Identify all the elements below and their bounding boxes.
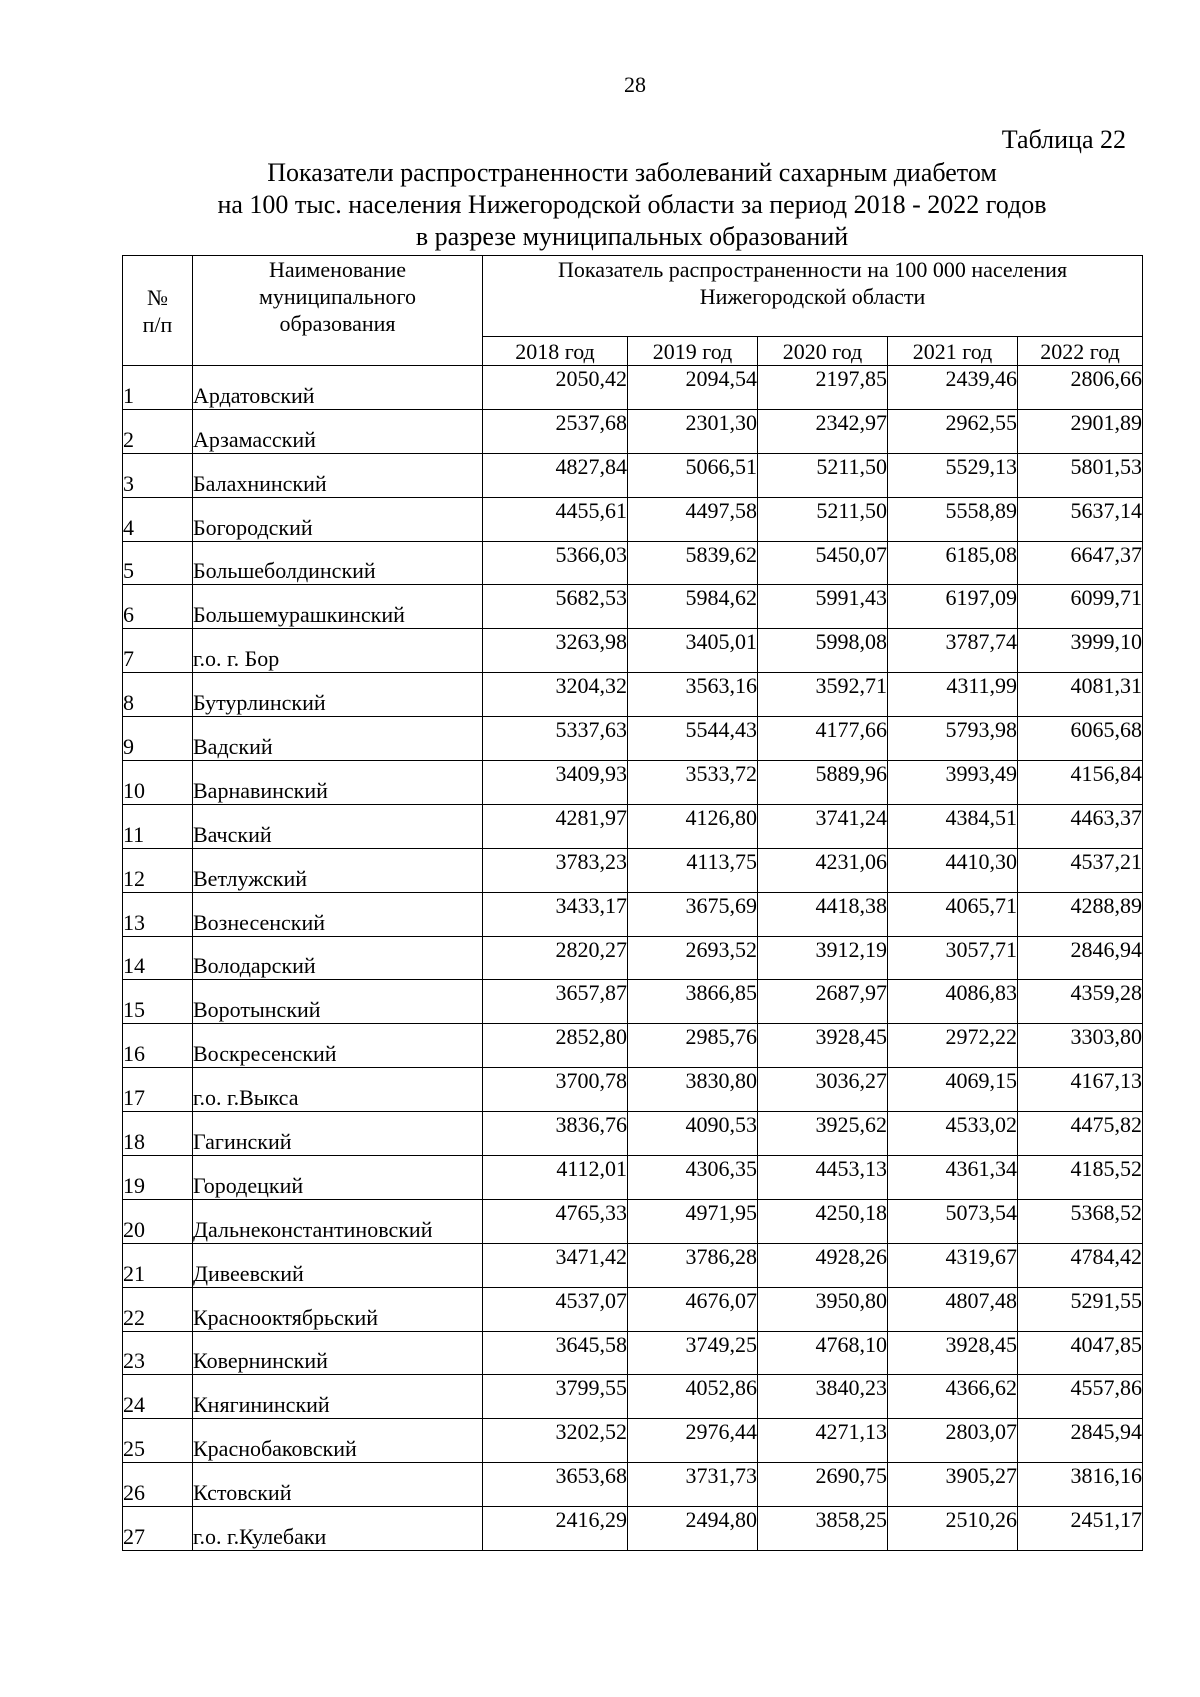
table-row (123, 717, 1143, 761)
value-2020: 4418,38 (758, 892, 888, 936)
value-2018: 5366,03 (483, 541, 628, 585)
header-year-2020: 2020 год (758, 337, 888, 366)
value-2022: 2806,66 (1018, 366, 1143, 410)
value-2020: 3036,27 (758, 1068, 888, 1112)
value-2022: 2901,89 (1018, 409, 1143, 453)
municipality-name: Арзамасский (193, 409, 483, 453)
header-year-2018: 2018 год (483, 337, 628, 366)
table-row (123, 1375, 1143, 1419)
prevalence-table (122, 255, 1143, 1551)
table-row (123, 1331, 1143, 1375)
value-2020: 2342,97 (758, 409, 888, 453)
value-2018: 3836,76 (483, 1112, 628, 1156)
value-2018: 2852,80 (483, 1024, 628, 1068)
value-2022: 6647,37 (1018, 541, 1143, 585)
municipality-name: г.о. г.Кулебаки (193, 1507, 483, 1551)
value-2020: 3925,62 (758, 1112, 888, 1156)
value-2020: 5450,07 (758, 541, 888, 585)
municipality-name: г.о. г. Бор (193, 629, 483, 673)
value-2019: 2494,80 (628, 1507, 758, 1551)
header-municipality-line: образования (279, 311, 396, 336)
municipality-name: Краснобаковский (193, 1419, 483, 1463)
municipality-name: Ветлужский (193, 848, 483, 892)
value-2022: 2451,17 (1018, 1507, 1143, 1551)
value-2018: 3653,68 (483, 1463, 628, 1507)
value-2020: 2687,97 (758, 980, 888, 1024)
header-number (123, 256, 193, 366)
value-2019: 4113,75 (628, 848, 758, 892)
value-2018: 5682,53 (483, 585, 628, 629)
municipality-name: Воскресенский (193, 1024, 483, 1068)
value-2018: 3657,87 (483, 980, 628, 1024)
value-2021: 4069,15 (888, 1068, 1018, 1112)
value-2021: 6197,09 (888, 585, 1018, 629)
value-2018: 4827,84 (483, 453, 628, 497)
value-2019: 4497,58 (628, 497, 758, 541)
value-2018: 3409,93 (483, 761, 628, 805)
value-2018: 3799,55 (483, 1375, 628, 1419)
table-title (122, 157, 1142, 253)
municipality-name: Балахнинский (193, 453, 483, 497)
value-2022: 4463,37 (1018, 804, 1143, 848)
value-2021: 2439,46 (888, 366, 1018, 410)
value-2022: 4359,28 (1018, 980, 1143, 1024)
value-2018: 3783,23 (483, 848, 628, 892)
value-2021: 4410,30 (888, 848, 1018, 892)
value-2021: 6185,08 (888, 541, 1018, 585)
municipality-name: г.о. г.Выкса (193, 1068, 483, 1112)
row-number: 7 (123, 629, 193, 673)
row-number: 20 (123, 1199, 193, 1243)
value-2020: 3592,71 (758, 673, 888, 717)
municipality-name: Краснооктябрьский (193, 1287, 483, 1331)
table-row (123, 1419, 1143, 1463)
table-row (123, 1024, 1143, 1068)
header-year-2019: 2019 год (628, 337, 758, 366)
table-row (123, 804, 1143, 848)
value-2019: 2301,30 (628, 409, 758, 453)
table-row (123, 629, 1143, 673)
value-2020: 4453,13 (758, 1156, 888, 1200)
value-2022: 2845,94 (1018, 1419, 1143, 1463)
value-2021: 3928,45 (888, 1331, 1018, 1375)
value-2019: 2693,52 (628, 936, 758, 980)
value-2018: 5337,63 (483, 717, 628, 761)
value-2021: 4361,34 (888, 1156, 1018, 1200)
value-2020: 5211,50 (758, 497, 888, 541)
value-2018: 3263,98 (483, 629, 628, 673)
value-2021: 2962,55 (888, 409, 1018, 453)
row-number: 2 (123, 409, 193, 453)
row-number: 1 (123, 366, 193, 410)
value-2020: 4177,66 (758, 717, 888, 761)
row-number: 16 (123, 1024, 193, 1068)
table-row (123, 980, 1143, 1024)
table-row (123, 1287, 1143, 1331)
row-number: 3 (123, 453, 193, 497)
value-2022: 6099,71 (1018, 585, 1143, 629)
value-2020: 3950,80 (758, 1287, 888, 1331)
header-indicator-line: Показатель распространенности на 100 000 населения (557, 257, 1068, 282)
municipality-name: Ардатовский (193, 366, 483, 410)
value-2020: 3912,19 (758, 936, 888, 980)
value-2022: 4557,86 (1018, 1375, 1143, 1419)
value-2018: 2416,29 (483, 1507, 628, 1551)
table-row (123, 585, 1143, 629)
header-number-symbol: № (147, 284, 168, 310)
value-2019: 5544,43 (628, 717, 758, 761)
row-number: 8 (123, 673, 193, 717)
value-2022: 5637,14 (1018, 497, 1143, 541)
municipality-name: Вадский (193, 717, 483, 761)
value-2022: 4081,31 (1018, 673, 1143, 717)
value-2019: 3866,85 (628, 980, 758, 1024)
value-2021: 2972,22 (888, 1024, 1018, 1068)
value-2019: 2985,76 (628, 1024, 758, 1068)
table-label: Таблица 22 (1001, 125, 1126, 154)
value-2018: 2820,27 (483, 936, 628, 980)
value-2022: 6065,68 (1018, 717, 1143, 761)
value-2018: 2050,42 (483, 366, 628, 410)
table-row (123, 497, 1143, 541)
value-2021: 3787,74 (888, 629, 1018, 673)
value-2022: 4047,85 (1018, 1331, 1143, 1375)
value-2020: 3858,25 (758, 1507, 888, 1551)
table-title-line: в разрезе муниципальных образований (415, 222, 849, 251)
value-2021: 4366,62 (888, 1375, 1018, 1419)
table-row (123, 1068, 1143, 1112)
municipality-name: Воротынский (193, 980, 483, 1024)
value-2021: 4086,83 (888, 980, 1018, 1024)
value-2019: 4971,95 (628, 1199, 758, 1243)
municipality-name: Богородский (193, 497, 483, 541)
municipality-name: Гагинский (193, 1112, 483, 1156)
value-2018: 4112,01 (483, 1156, 628, 1200)
value-2018: 4537,07 (483, 1287, 628, 1331)
value-2018: 4455,61 (483, 497, 628, 541)
value-2020: 4271,13 (758, 1419, 888, 1463)
value-2019: 3675,69 (628, 892, 758, 936)
value-2018: 3700,78 (483, 1068, 628, 1112)
table-row (123, 673, 1143, 717)
value-2019: 2094,54 (628, 366, 758, 410)
row-number: 10 (123, 761, 193, 805)
value-2019: 3786,28 (628, 1243, 758, 1287)
value-2020: 3840,23 (758, 1375, 888, 1419)
municipality-name: Варнавинский (193, 761, 483, 805)
row-number: 23 (123, 1331, 193, 1375)
value-2018: 3645,58 (483, 1331, 628, 1375)
value-2020: 2690,75 (758, 1463, 888, 1507)
value-2018: 4281,97 (483, 804, 628, 848)
value-2021: 3905,27 (888, 1463, 1018, 1507)
value-2021: 4065,71 (888, 892, 1018, 936)
municipality-name: Княгининский (193, 1375, 483, 1419)
table-row (123, 848, 1143, 892)
value-2021: 3057,71 (888, 936, 1018, 980)
value-2018: 3204,32 (483, 673, 628, 717)
value-2019: 3830,80 (628, 1068, 758, 1112)
municipality-name: Дивеевский (193, 1243, 483, 1287)
value-2022: 3999,10 (1018, 629, 1143, 673)
row-number: 17 (123, 1068, 193, 1112)
row-number: 22 (123, 1287, 193, 1331)
municipality-name: Ковернинский (193, 1331, 483, 1375)
value-2018: 2537,68 (483, 409, 628, 453)
value-2018: 3202,52 (483, 1419, 628, 1463)
value-2019: 3563,16 (628, 673, 758, 717)
value-2019: 4090,53 (628, 1112, 758, 1156)
value-2021: 5073,54 (888, 1199, 1018, 1243)
value-2022: 4185,52 (1018, 1156, 1143, 1200)
value-2021: 4319,67 (888, 1243, 1018, 1287)
value-2021: 4807,48 (888, 1287, 1018, 1331)
value-2022: 4537,21 (1018, 848, 1143, 892)
value-2021: 5793,98 (888, 717, 1018, 761)
table-title-line: на 100 тыс. населения Нижегородской области за период 2018 - 2022 годов (217, 190, 1047, 219)
value-2022: 5368,52 (1018, 1199, 1143, 1243)
value-2022: 3303,80 (1018, 1024, 1143, 1068)
value-2019: 5984,62 (628, 585, 758, 629)
row-number: 13 (123, 892, 193, 936)
value-2019: 3405,01 (628, 629, 758, 673)
table-row (123, 1112, 1143, 1156)
value-2020: 5211,50 (758, 453, 888, 497)
row-number: 19 (123, 1156, 193, 1200)
table-row (123, 1243, 1143, 1287)
table-row (123, 1199, 1143, 1243)
municipality-name: Дальнеконстантиновский (193, 1199, 483, 1243)
table-row (123, 366, 1143, 410)
value-2020: 4768,10 (758, 1331, 888, 1375)
row-number: 4 (123, 497, 193, 541)
value-2019: 5066,51 (628, 453, 758, 497)
table-row (123, 409, 1143, 453)
value-2022: 4288,89 (1018, 892, 1143, 936)
value-2020: 4231,06 (758, 848, 888, 892)
header-municipality (193, 256, 483, 366)
value-2019: 4126,80 (628, 804, 758, 848)
value-2022: 4784,42 (1018, 1243, 1143, 1287)
municipality-name: Бутурлинский (193, 673, 483, 717)
page-number: 28 (624, 72, 646, 97)
table-row (123, 892, 1143, 936)
value-2022: 3816,16 (1018, 1463, 1143, 1507)
table-row (123, 1156, 1143, 1200)
header-municipality-line: Наименование (268, 257, 407, 282)
value-2019: 4052,86 (628, 1375, 758, 1419)
row-number: 24 (123, 1375, 193, 1419)
value-2018: 3471,42 (483, 1243, 628, 1287)
value-2019: 3731,73 (628, 1463, 758, 1507)
row-number: 11 (123, 804, 193, 848)
row-number: 9 (123, 717, 193, 761)
value-2019: 5839,62 (628, 541, 758, 585)
header-number-abbr: п/п (142, 311, 173, 337)
value-2019: 2976,44 (628, 1419, 758, 1463)
value-2018: 4765,33 (483, 1199, 628, 1243)
table-row (123, 541, 1143, 585)
value-2021: 2510,26 (888, 1507, 1018, 1551)
value-2021: 5558,89 (888, 497, 1018, 541)
row-number: 5 (123, 541, 193, 585)
value-2020: 4928,26 (758, 1243, 888, 1287)
table-row (123, 936, 1143, 980)
value-2020: 3928,45 (758, 1024, 888, 1068)
value-2019: 3749,25 (628, 1331, 758, 1375)
value-2020: 5889,96 (758, 761, 888, 805)
value-2018: 3433,17 (483, 892, 628, 936)
value-2019: 3533,72 (628, 761, 758, 805)
row-number: 14 (123, 936, 193, 980)
table-row (123, 1507, 1143, 1551)
value-2020: 5991,43 (758, 585, 888, 629)
value-2021: 5529,13 (888, 453, 1018, 497)
value-2019: 4676,07 (628, 1287, 758, 1331)
header-year-2022: 2022 год (1018, 337, 1143, 366)
value-2022: 5801,53 (1018, 453, 1143, 497)
value-2022: 4156,84 (1018, 761, 1143, 805)
value-2022: 4475,82 (1018, 1112, 1143, 1156)
value-2022: 2846,94 (1018, 936, 1143, 980)
municipality-name: Вачский (193, 804, 483, 848)
municipality-name: Большемурашкинский (193, 585, 483, 629)
table-title-line: Показатели распространенности заболеваний сахарным диабетом (267, 158, 997, 187)
value-2020: 4250,18 (758, 1199, 888, 1243)
municipality-name: Володарский (193, 936, 483, 980)
header-municipality-line: муниципального (258, 284, 416, 309)
value-2021: 4533,02 (888, 1112, 1018, 1156)
value-2021: 2803,07 (888, 1419, 1018, 1463)
row-number: 6 (123, 585, 193, 629)
table-body (123, 366, 1143, 1551)
value-2020: 5998,08 (758, 629, 888, 673)
value-2022: 5291,55 (1018, 1287, 1143, 1331)
table-row (123, 453, 1143, 497)
row-number: 26 (123, 1463, 193, 1507)
value-2021: 4311,99 (888, 673, 1018, 717)
header-indicator-line: Нижегородской области (699, 284, 926, 309)
value-2021: 4384,51 (888, 804, 1018, 848)
row-number: 27 (123, 1507, 193, 1551)
row-number: 18 (123, 1112, 193, 1156)
value-2020: 2197,85 (758, 366, 888, 410)
header-year-2021: 2021 год (888, 337, 1018, 366)
row-number: 25 (123, 1419, 193, 1463)
municipality-name: Вознесенский (193, 892, 483, 936)
municipality-name: Большеболдинский (193, 541, 483, 585)
table-row (123, 1463, 1143, 1507)
value-2019: 4306,35 (628, 1156, 758, 1200)
municipality-name: Кстовский (193, 1463, 483, 1507)
header-indicator (483, 256, 1143, 337)
row-number: 21 (123, 1243, 193, 1287)
row-number: 12 (123, 848, 193, 892)
row-number: 15 (123, 980, 193, 1024)
value-2022: 4167,13 (1018, 1068, 1143, 1112)
municipality-name: Городецкий (193, 1156, 483, 1200)
table-row (123, 761, 1143, 805)
value-2021: 3993,49 (888, 761, 1018, 805)
value-2020: 3741,24 (758, 804, 888, 848)
